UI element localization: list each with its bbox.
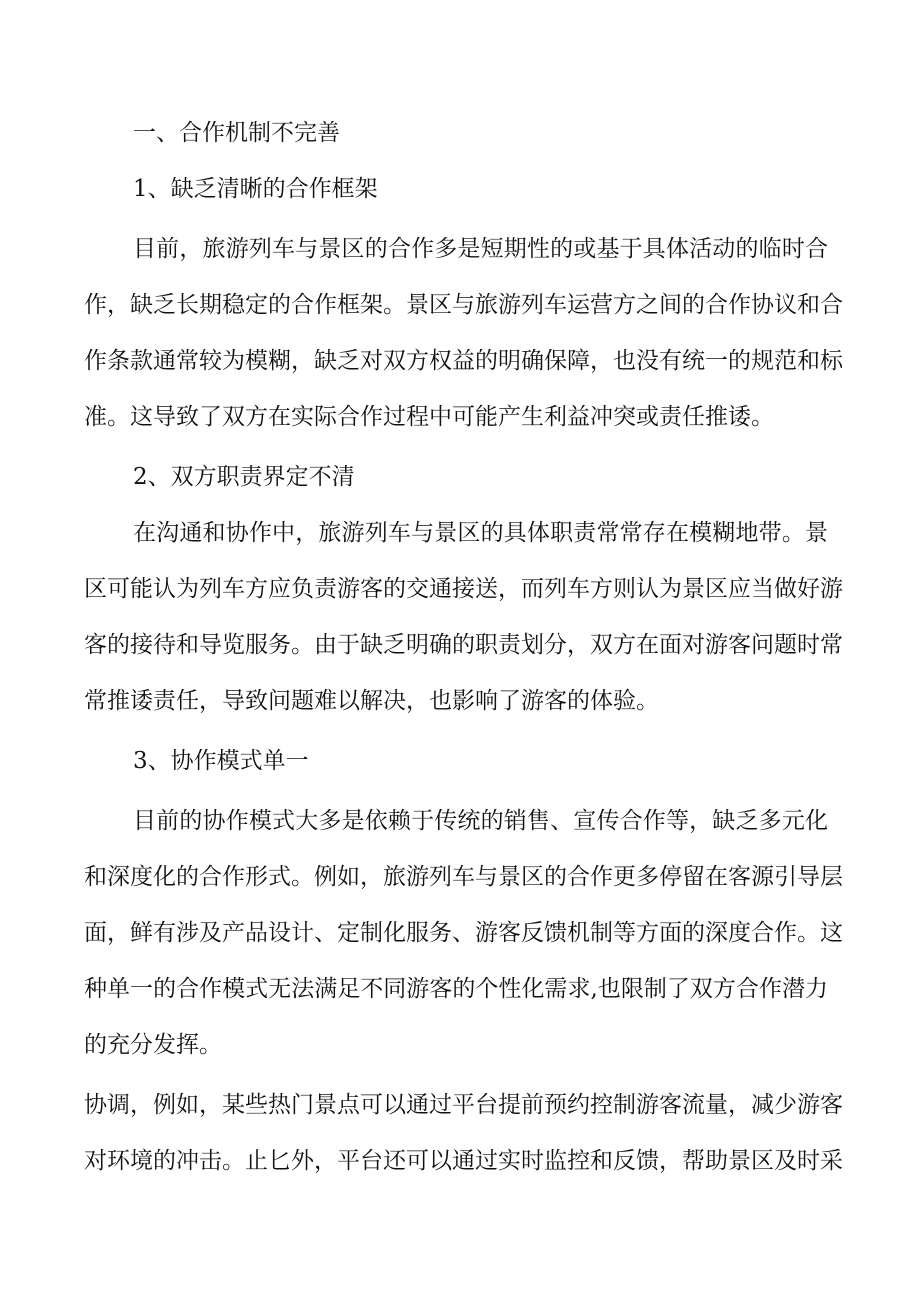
paragraph-3-line-1: 目前的协作模式大多是依赖于传统的销售、宣传合作等，缺乏多元化 [133,808,828,834]
subsection-heading-1: 1、缺乏清晰的合作框架 [133,176,378,202]
paragraph-4-line-1: 协调，例如，某些热门景点可以通过平台提前预约控制游客流量，减少游客 [84,1092,843,1118]
paragraph-2-line-4: 常推诿责任，导致问题难以解决，也影响了游客的体验。 [84,688,659,714]
paragraph-3-line-4: 种单一的合作模式无法满足不同游客的个性化需求,也限制了双方合作潜力 [84,976,828,1002]
paragraph-1-line-4: 准。这导致了双方在实际合作过程中可能产生利益冲突或责任推诿。 [84,404,774,430]
paragraph-1-line-2: 作，缺乏长期稳定的合作框架。景区与旅游列车运营方之间的合作协议和合 [84,292,843,318]
paragraph-3-line-3: 面，鲜有涉及产品设计、定制化服务、游客反馈机制等方面的深度合作。这 [84,920,843,946]
subsection-heading-3: 3、协作模式单一 [133,748,309,774]
subsection-heading-2: 2、双方职责界定不清 [133,464,355,490]
paragraph-4-line-2: 对环境的冲击。止匕外，平台还可以通过实时监控和反馈，帮助景区及时采 [84,1148,843,1174]
paragraph-2-line-1: 在沟通和协作中，旅游列车与景区的具体职责常常存在模糊地带。景 [133,520,828,546]
paragraph-1-line-3: 作条款通常较为模糊，缺乏对双方权益的明确保障，也没有统一的规范和标 [84,348,843,374]
paragraph-1-line-1: 目前，旅游列车与景区的合作多是短期性的或基于具体活动的临时合 [133,236,828,262]
paragraph-2-line-3: 客的接待和导览服务。由于缺乏明确的职责划分，双方在面对游客问题时常 [84,632,843,658]
paragraph-3-line-2: 和深度化的合作形式。例如，旅游列车与景区的合作更多停留在客源引导层 [84,864,843,890]
section-heading: 一、合作机制不完善 [133,120,340,146]
paragraph-2-line-2: 区可能认为列车方应负责游客的交通接送，而列车方则认为景区应当做好游 [84,576,843,602]
paragraph-3-line-5: 的充分发挥。 [84,1032,222,1058]
